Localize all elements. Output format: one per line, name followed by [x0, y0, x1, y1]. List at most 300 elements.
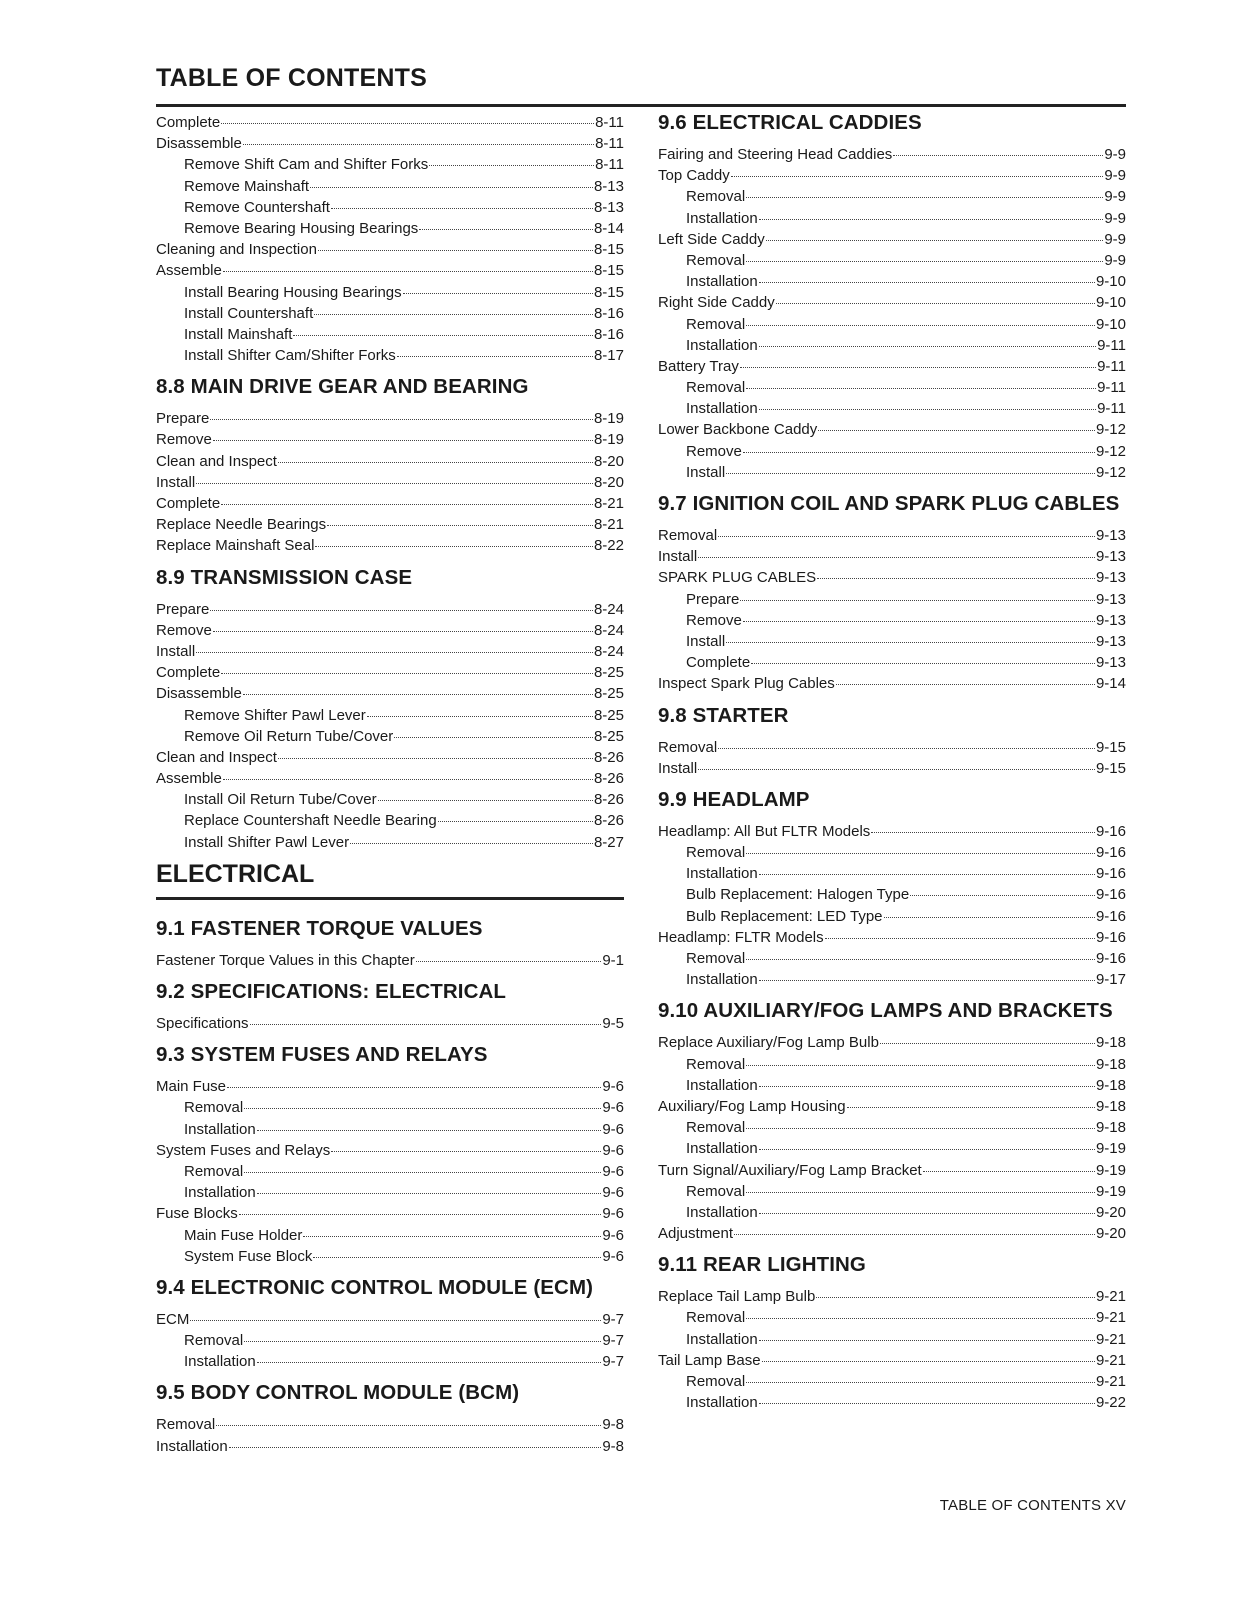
toc-entry-page: 8-11: [595, 156, 624, 174]
toc-entry-page: 8-22: [593, 537, 624, 555]
dot-leader: [257, 1193, 602, 1194]
toc-entry-page: 8-25: [593, 664, 624, 682]
toc-column-left: [156, 112, 624, 1457]
toc-entry[interactable]: [156, 662, 624, 683]
toc-entry[interactable]: [156, 197, 624, 218]
toc-entry-page: 9-8: [602, 1437, 624, 1455]
toc-entry[interactable]: [156, 1161, 624, 1182]
dot-leader: [836, 684, 1095, 685]
section-heading[interactable]: 9.9 HEADLAMP: [658, 787, 810, 811]
dot-leader: [331, 1151, 601, 1152]
toc-entry[interactable]: [156, 641, 624, 662]
toc-entry[interactable]: [658, 525, 1126, 546]
toc-entry-label: Remove Mainshaft: [184, 177, 310, 195]
toc-entry[interactable]: [156, 810, 624, 831]
toc-entry-page: 8-21: [593, 495, 624, 512]
toc-entry[interactable]: [658, 821, 1126, 842]
toc-entry-page: 9-13: [1095, 654, 1126, 672]
toc-entry-label: Removal: [686, 844, 746, 862]
toc-entry-page: 9-6: [602, 1099, 624, 1117]
toc-entry[interactable]: [156, 620, 624, 641]
toc-entry-label: Inspect Spark Plug Cables: [658, 675, 835, 693]
toc-entry-page: 8-19: [593, 431, 624, 449]
toc-entry-page: 8-15: [593, 262, 624, 280]
toc-entry-page: 9-6: [602, 1226, 624, 1244]
dot-leader: [759, 1086, 1095, 1087]
toc-entry[interactable]: [658, 1350, 1126, 1371]
toc-entry[interactable]: [156, 324, 624, 345]
toc-entry-label: Installation: [686, 400, 758, 418]
toc-entry-label: Removal: [184, 1162, 244, 1180]
toc-entry[interactable]: [658, 948, 1126, 969]
chapter-heading: ELECTRICAL: [156, 859, 624, 900]
toc-entry[interactable]: [658, 863, 1126, 884]
toc-entry[interactable]: [156, 1330, 624, 1351]
toc-entry-page: 8-25: [593, 685, 624, 703]
section-heading[interactable]: 9.8 STARTER: [658, 703, 789, 727]
toc-entry[interactable]: [658, 1371, 1126, 1392]
dot-leader: [350, 843, 593, 844]
toc-entry[interactable]: [658, 208, 1126, 229]
toc-entry[interactable]: [156, 345, 624, 366]
toc-entry-label: Assemble: [156, 770, 222, 788]
dot-leader: [210, 610, 593, 611]
toc-entry-page: 9-9: [1104, 188, 1126, 206]
toc-entry[interactable]: [658, 737, 1126, 758]
toc-entry-page: 9-9: [1104, 146, 1126, 163]
toc-entry[interactable]: [658, 377, 1126, 398]
toc-entry-page: 9-16: [1095, 907, 1126, 925]
toc-entry-label: SPARK PLUG CABLES: [658, 569, 817, 587]
dot-leader: [734, 1234, 1095, 1235]
toc-entry[interactable]: [156, 1203, 624, 1224]
section-heading[interactable]: 9.6 ELECTRICAL CADDIES: [658, 111, 922, 134]
toc-entry[interactable]: [156, 1246, 624, 1267]
toc-entry-page: 9-12: [1095, 442, 1126, 460]
toc-entry[interactable]: [658, 567, 1126, 588]
toc-entry[interactable]: [658, 546, 1126, 567]
toc-entry[interactable]: [156, 1225, 624, 1246]
dot-leader: [229, 1447, 602, 1448]
toc-entry-label: Removal: [686, 1119, 746, 1137]
toc-entry[interactable]: [658, 250, 1126, 271]
toc-entry[interactable]: [658, 1286, 1126, 1307]
toc-entry-label: Specifications: [156, 1015, 249, 1032]
dot-leader: [223, 779, 593, 780]
dot-leader: [759, 1340, 1095, 1341]
toc-entry[interactable]: [156, 1013, 624, 1034]
dot-leader: [743, 621, 1095, 622]
toc-entry[interactable]: [658, 1075, 1126, 1096]
toc-entry[interactable]: [658, 1096, 1126, 1117]
toc-entry-label: Assemble: [156, 262, 222, 280]
toc-entry[interactable]: [156, 260, 624, 281]
toc-entry-label: Removal: [686, 1373, 746, 1390]
toc-entry[interactable]: [156, 683, 624, 704]
toc-entry[interactable]: [156, 408, 624, 429]
toc-entry-page: 9-8: [602, 1416, 624, 1434]
section-heading[interactable]: 9.10 AUXILIARY/FOG LAMPS AND BRACKETS: [658, 999, 1113, 1023]
toc-entry-label: Replace Auxiliary/Fog Lamp Bulb: [658, 1034, 879, 1052]
dot-leader: [303, 1236, 601, 1237]
toc-entry-page: 9-9: [1104, 251, 1126, 269]
toc-entry-page: 8-11: [595, 114, 624, 131]
toc-entry-label: Installation: [686, 336, 758, 354]
toc-entry-page: 9-9: [1104, 209, 1126, 227]
dot-leader: [759, 409, 1096, 410]
toc-entry-page: 9-20: [1095, 1203, 1126, 1221]
toc-entry-label: Installation: [184, 1120, 256, 1138]
toc-entry-page: 8-14: [593, 219, 624, 237]
toc-entry-label: Installation: [686, 209, 758, 227]
toc-entry[interactable]: [156, 133, 624, 154]
toc-entry-page: 8-25: [593, 727, 624, 745]
toc-entry[interactable]: [156, 789, 624, 810]
dot-leader: [310, 187, 593, 188]
toc-entry-label: Headlamp: FLTR Models: [658, 928, 824, 946]
toc-entry-page: 9-19: [1095, 1182, 1126, 1200]
toc-entry-label: Removal: [686, 188, 746, 206]
toc-entry[interactable]: [658, 1202, 1126, 1223]
dot-leader: [221, 673, 593, 674]
toc-entry-label: Fairing and Steering Head Caddies: [658, 146, 893, 163]
toc-entry-page: 9-6: [602, 1162, 624, 1180]
toc-entry[interactable]: [658, 314, 1126, 335]
toc-entry[interactable]: [658, 1032, 1126, 1053]
toc-entry-label: Remove Oil Return Tube/Cover: [184, 727, 394, 745]
dot-leader: [762, 1361, 1095, 1362]
section-heading[interactable]: 9.3 SYSTEM FUSES AND RELAYS: [156, 1043, 488, 1067]
toc-entry-label: Removal: [686, 1309, 746, 1327]
toc-entry-page: 9-19: [1095, 1140, 1126, 1158]
toc-entry-page: 8-15: [593, 241, 624, 259]
toc-entry-label: Removal: [686, 315, 746, 333]
toc-entry-page: 8-11: [595, 135, 624, 153]
toc-entry-label: Remove Shifter Pawl Lever: [184, 706, 366, 724]
toc-entry[interactable]: [156, 429, 624, 450]
toc-entry[interactable]: [156, 1351, 624, 1372]
dot-leader: [315, 546, 593, 547]
toc-entry-page: 8-21: [593, 516, 624, 534]
toc-entry[interactable]: [658, 144, 1126, 165]
toc-entry-label: Install Shifter Cam/Shifter Forks: [184, 347, 396, 365]
dot-leader: [243, 144, 594, 145]
toc-entry[interactable]: [156, 218, 624, 239]
toc-entry[interactable]: [156, 1414, 624, 1435]
dot-leader: [746, 1382, 1095, 1383]
toc-entry-page: 9-10: [1095, 273, 1126, 291]
section-heading[interactable]: 8.9 TRANSMISSION CASE: [156, 565, 413, 589]
dot-leader: [257, 1130, 602, 1131]
toc-entry[interactable]: [658, 673, 1126, 694]
toc-entry[interactable]: [156, 1097, 624, 1118]
toc-entry[interactable]: [156, 176, 624, 197]
dot-leader: [751, 663, 1095, 664]
toc-entry-page: 8-24: [593, 621, 624, 639]
toc-entry-page: 9-14: [1095, 675, 1126, 693]
toc-entry-page: 9-16: [1095, 928, 1126, 946]
toc-entry-label: Complete: [156, 664, 221, 682]
dot-leader: [726, 473, 1095, 474]
toc-entry-label: Replace Mainshaft Seal: [156, 537, 315, 555]
dot-leader: [817, 578, 1095, 579]
dot-leader: [239, 1214, 602, 1215]
toc-entry[interactable]: [658, 1392, 1126, 1413]
toc-entry[interactable]: [658, 610, 1126, 631]
toc-entry[interactable]: [658, 631, 1126, 652]
toc-entry-label: Install Countershaft: [184, 304, 314, 322]
toc-entry[interactable]: [156, 768, 624, 789]
toc-entry-page: 9-11: [1097, 379, 1126, 397]
toc-entry-page: 9-7: [602, 1353, 624, 1371]
dot-leader: [244, 1172, 601, 1173]
toc-entry-page: 9-21: [1095, 1351, 1126, 1369]
dot-leader: [331, 208, 593, 209]
toc-entry-page: 9-11: [1097, 400, 1126, 418]
toc-entry[interactable]: [156, 599, 624, 620]
toc-entry[interactable]: [658, 462, 1126, 483]
toc-entry[interactable]: [658, 1117, 1126, 1138]
toc-entry-label: Install Mainshaft: [184, 325, 293, 343]
toc-entry-page: 9-18: [1095, 1097, 1126, 1115]
toc-entry[interactable]: [658, 1307, 1126, 1328]
dot-leader: [847, 1107, 1095, 1108]
toc-entry[interactable]: [156, 282, 624, 303]
toc-entry[interactable]: [156, 493, 624, 514]
toc-entry[interactable]: [156, 705, 624, 726]
toc-entry-page: 9-16: [1095, 844, 1126, 862]
toc-entry[interactable]: [156, 451, 624, 472]
toc-entry[interactable]: [156, 239, 624, 260]
toc-entry-page: 8-26: [593, 812, 624, 830]
toc-entry[interactable]: [156, 112, 624, 133]
dot-leader: [818, 430, 1095, 431]
dot-leader: [923, 1171, 1095, 1172]
toc-entry[interactable]: [658, 969, 1126, 990]
header-divider: [156, 104, 1126, 107]
toc-entry-page: 9-1: [602, 951, 624, 969]
dot-leader: [257, 1362, 602, 1363]
section-heading[interactable]: 9.1 FASTENER TORQUE VALUES: [156, 916, 483, 940]
toc-entry-label: Remove: [686, 611, 742, 629]
toc-entry-label: Install: [686, 632, 726, 650]
dot-leader: [740, 600, 1095, 601]
dot-leader: [244, 1341, 601, 1342]
dot-leader: [243, 694, 593, 695]
toc-entry-label: Prepare: [156, 600, 210, 618]
toc-entry-label: Replace Needle Bearings: [156, 516, 327, 534]
dot-leader: [438, 821, 593, 822]
section-heading[interactable]: 9.2 SPECIFICATIONS: ELECTRICAL: [156, 980, 507, 1003]
dot-leader: [278, 462, 593, 463]
dot-leader: [327, 525, 593, 526]
toc-entry[interactable]: [658, 1138, 1126, 1159]
dot-leader: [429, 165, 594, 166]
toc-entry[interactable]: [156, 154, 624, 175]
toc-entry-page: 8-26: [593, 748, 624, 766]
toc-entry-label: Install: [658, 548, 698, 566]
toc-entry-label: Left Side Caddy: [658, 230, 765, 248]
toc-entry-label: Fuse Blocks: [156, 1205, 238, 1223]
toc-entry-label: Removal: [686, 950, 746, 967]
toc-entry[interactable]: [658, 652, 1126, 673]
dot-leader: [746, 388, 1096, 389]
toc-entry[interactable]: [156, 535, 624, 556]
toc-entry-label: Bulb Replacement: Halogen Type: [686, 886, 910, 904]
section-heading[interactable]: 9.11 REAR LIGHTING: [658, 1253, 866, 1277]
toc-entry-label: Complete: [156, 114, 221, 131]
toc-entry[interactable]: [156, 514, 624, 535]
toc-entry[interactable]: [156, 303, 624, 324]
toc-entry[interactable]: [156, 1182, 624, 1203]
dot-leader: [816, 1297, 1095, 1298]
toc-entry[interactable]: [658, 186, 1126, 207]
toc-entry-label: Removal: [686, 1055, 746, 1073]
dot-leader: [190, 1320, 601, 1321]
dot-leader: [210, 419, 593, 420]
toc-entry-label: Headlamp: All But FLTR Models: [658, 822, 871, 840]
dot-leader: [250, 1024, 602, 1025]
toc-entry[interactable]: [658, 906, 1126, 927]
toc-entry-page: 9-6: [602, 1141, 624, 1159]
toc-entry-label: Install Bearing Housing Bearings: [184, 283, 402, 301]
toc-entry-page: 9-15: [1095, 738, 1126, 756]
toc-entry[interactable]: [156, 1076, 624, 1097]
toc-entry[interactable]: [658, 441, 1126, 462]
section-heading[interactable]: 9.7 IGNITION COIL AND SPARK PLUG CABLES: [658, 492, 1120, 515]
dot-leader: [776, 303, 1095, 304]
toc-entry-label: Removal: [686, 1182, 746, 1200]
toc-entry-label: Installation: [184, 1353, 256, 1371]
toc-entry-label: Installation: [686, 1394, 758, 1412]
toc-entry-page: 9-18: [1095, 1055, 1126, 1073]
dot-leader: [825, 938, 1095, 939]
toc-entry-label: Removal: [658, 527, 718, 544]
toc-entry[interactable]: [156, 1119, 624, 1140]
toc-entry[interactable]: [658, 419, 1126, 440]
toc-entry-label: System Fuse Block: [184, 1247, 313, 1265]
toc-entry-page: 9-12: [1095, 421, 1126, 439]
toc-entry-label: Main Fuse: [156, 1078, 227, 1096]
toc-entry[interactable]: [658, 356, 1126, 377]
toc-entry[interactable]: [658, 1223, 1126, 1244]
toc-entry-label: Removal: [686, 251, 746, 269]
toc-entry-label: Disassemble: [156, 135, 242, 153]
dot-leader: [318, 250, 593, 251]
dot-leader: [397, 356, 593, 357]
toc-entry-label: Installation: [686, 971, 758, 989]
section-heading[interactable]: 9.5 BODY CONTROL MODULE (BCM): [156, 1381, 520, 1405]
dot-leader: [740, 367, 1096, 368]
toc-entry-page: 9-21: [1095, 1330, 1126, 1348]
toc-entry[interactable]: [156, 832, 624, 853]
toc-entry-page: 8-25: [593, 706, 624, 724]
toc-entry-label: Replace Tail Lamp Bulb: [658, 1288, 816, 1306]
toc-entry[interactable]: [658, 589, 1126, 610]
toc-entry-label: Installation: [184, 1184, 256, 1202]
dot-leader: [759, 874, 1095, 875]
dot-leader: [293, 335, 593, 336]
toc-entry[interactable]: [156, 747, 624, 768]
toc-entry-label: Cleaning and Inspection: [156, 241, 317, 259]
toc-entry[interactable]: [156, 1309, 624, 1330]
toc-entry-page: 9-13: [1095, 632, 1126, 650]
toc-entry-label: Tail Lamp Base: [658, 1351, 761, 1369]
toc-entry[interactable]: [658, 1160, 1126, 1181]
dot-leader: [213, 440, 593, 441]
toc-entry[interactable]: [658, 884, 1126, 905]
section-heading[interactable]: 8.8 MAIN DRIVE GEAR AND BEARING: [156, 375, 529, 399]
toc-entry-page: 8-27: [593, 833, 624, 851]
toc-entry[interactable]: [658, 1181, 1126, 1202]
toc-entry[interactable]: [658, 842, 1126, 863]
toc-entry-label: Remove Bearing Housing Bearings: [184, 219, 419, 237]
toc-entry-page: 9-15: [1095, 759, 1126, 777]
toc-entry-page: 9-21: [1095, 1373, 1126, 1390]
toc-entry-label: Removal: [156, 1416, 216, 1434]
toc-entry-page: 9-13: [1095, 611, 1126, 629]
dot-leader: [216, 1425, 601, 1426]
toc-entry-label: Complete: [156, 495, 221, 512]
dot-leader: [221, 504, 593, 505]
dot-leader: [746, 1318, 1095, 1319]
toc-entry-label: ECM: [156, 1310, 190, 1328]
toc-entry[interactable]: [156, 472, 624, 493]
toc-entry-label: Remove: [686, 442, 742, 460]
toc-entry-label: Install: [658, 759, 698, 777]
toc-entry[interactable]: [658, 165, 1126, 186]
dot-leader: [871, 832, 1095, 833]
dot-leader: [213, 631, 593, 632]
toc-entry[interactable]: [156, 726, 624, 747]
toc-entry[interactable]: [658, 1329, 1126, 1350]
toc-entry-label: Main Fuse Holder: [184, 1226, 303, 1244]
toc-entry[interactable]: [658, 229, 1126, 250]
toc-entry[interactable]: [658, 1054, 1126, 1075]
dot-leader: [746, 197, 1103, 198]
toc-entry[interactable]: [658, 271, 1126, 292]
toc-entry-page: 8-16: [593, 304, 624, 322]
toc-entry[interactable]: [658, 758, 1126, 779]
dot-leader: [196, 483, 593, 484]
toc-entry-label: Turn Signal/Auxiliary/Fog Lamp Bracket: [658, 1161, 922, 1179]
toc-entry[interactable]: [156, 1140, 624, 1161]
toc-entry[interactable]: [156, 950, 624, 971]
toc-entry-label: System Fuses and Relays: [156, 1141, 331, 1159]
toc-entry[interactable]: [658, 292, 1126, 313]
toc-entry[interactable]: [658, 398, 1126, 419]
dot-leader: [759, 1403, 1095, 1404]
toc-entry-label: Install Oil Return Tube/Cover: [184, 791, 377, 809]
toc-entry[interactable]: [658, 927, 1126, 948]
toc-entry-page: 9-16: [1095, 886, 1126, 904]
toc-entry-label: Removal: [658, 738, 718, 756]
toc-entry-page: 9-6: [602, 1078, 624, 1096]
toc-entry-label: Prepare: [156, 410, 210, 428]
toc-entry[interactable]: [658, 335, 1126, 356]
dot-leader: [746, 853, 1095, 854]
dot-leader: [314, 314, 593, 315]
dot-leader: [718, 536, 1095, 537]
toc-entry-page: 9-17: [1095, 971, 1126, 989]
dot-leader: [698, 769, 1095, 770]
section-heading[interactable]: 9.4 ELECTRONIC CONTROL MODULE (ECM): [156, 1275, 594, 1299]
dot-leader: [746, 325, 1095, 326]
toc-entry[interactable]: [156, 1436, 624, 1457]
toc-entry-page: 9-18: [1095, 1119, 1126, 1137]
toc-entry-label: Complete: [686, 654, 751, 672]
toc-entry-label: Disassemble: [156, 685, 242, 703]
